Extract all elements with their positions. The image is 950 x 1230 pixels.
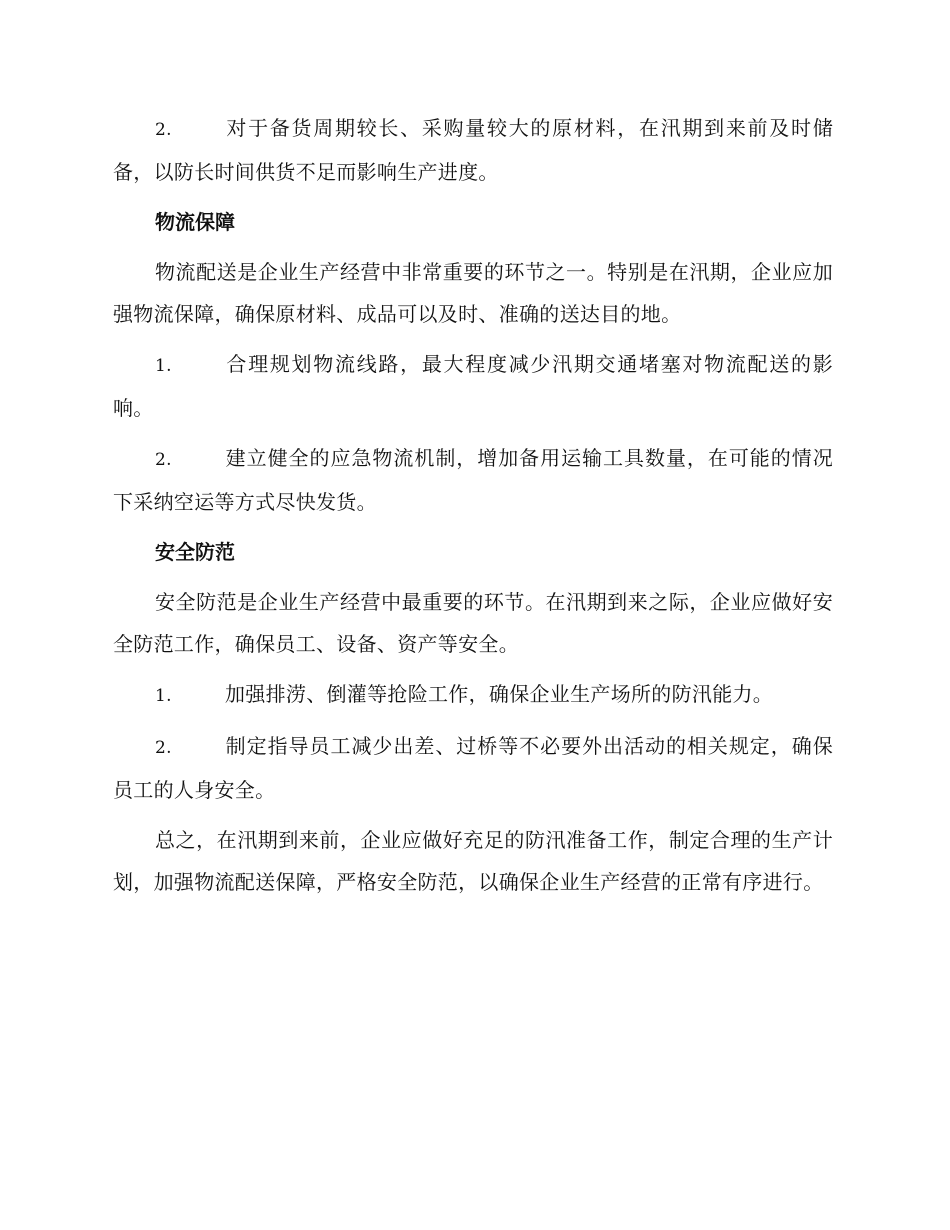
list-text: 加强排涝、倒灌等抢险工作，确保企业生产场所的防汛能力。: [225, 682, 774, 706]
list-text: 制定指导员工减少出差、过桥等不必要外出活动的相关规定，确保员工的人身安全。: [113, 734, 833, 802]
list-item: [113, 725, 833, 811]
list-number: 1.: [155, 686, 172, 706]
list-item: [113, 107, 833, 193]
list-text: 建立健全的应急物流机制，增加备用运输工具数量，在可能的情况下采纳空运等方式尽快发货。: [113, 446, 833, 514]
list-item: [113, 673, 833, 717]
section-heading: 安全防范: [155, 540, 235, 564]
list-text: 对于备货周期较长、采购量较大的原材料，在汛期到来前及时储备，以防长时间供货不足而影响生产进度。: [113, 116, 833, 184]
paragraph: 安全防范是企业生产经营中最重要的环节。在汛期到来之际，企业应做好安全防范工作，确保员工、设备、资产等安全。: [113, 590, 833, 656]
paragraph: 总之，在汛期到来前，企业应做好充足的防汛准备工作，制定合理的生产计划，加强物流配送保障，严格安全防范，以确保企业生产经营的正常有序进行。: [113, 828, 833, 894]
list-number: 2.: [155, 450, 172, 470]
section-heading: 物流保障: [155, 210, 235, 234]
paragraph: 物流配送是企业生产经营中非常重要的环节之一。特别是在汛期，企业应加强物流保障，确保原材料、成品可以及时、准确的送达目的地。: [113, 260, 833, 326]
list-text: 合理规划物流线路，最大程度减少汛期交通堵塞对物流配送的影响。: [113, 352, 833, 420]
list-number: 2.: [155, 738, 172, 758]
list-number: 2.: [155, 120, 172, 140]
list-item: [113, 343, 833, 429]
list-number: 1.: [155, 356, 172, 376]
list-item: [113, 437, 833, 523]
document-body: [113, 107, 833, 911]
